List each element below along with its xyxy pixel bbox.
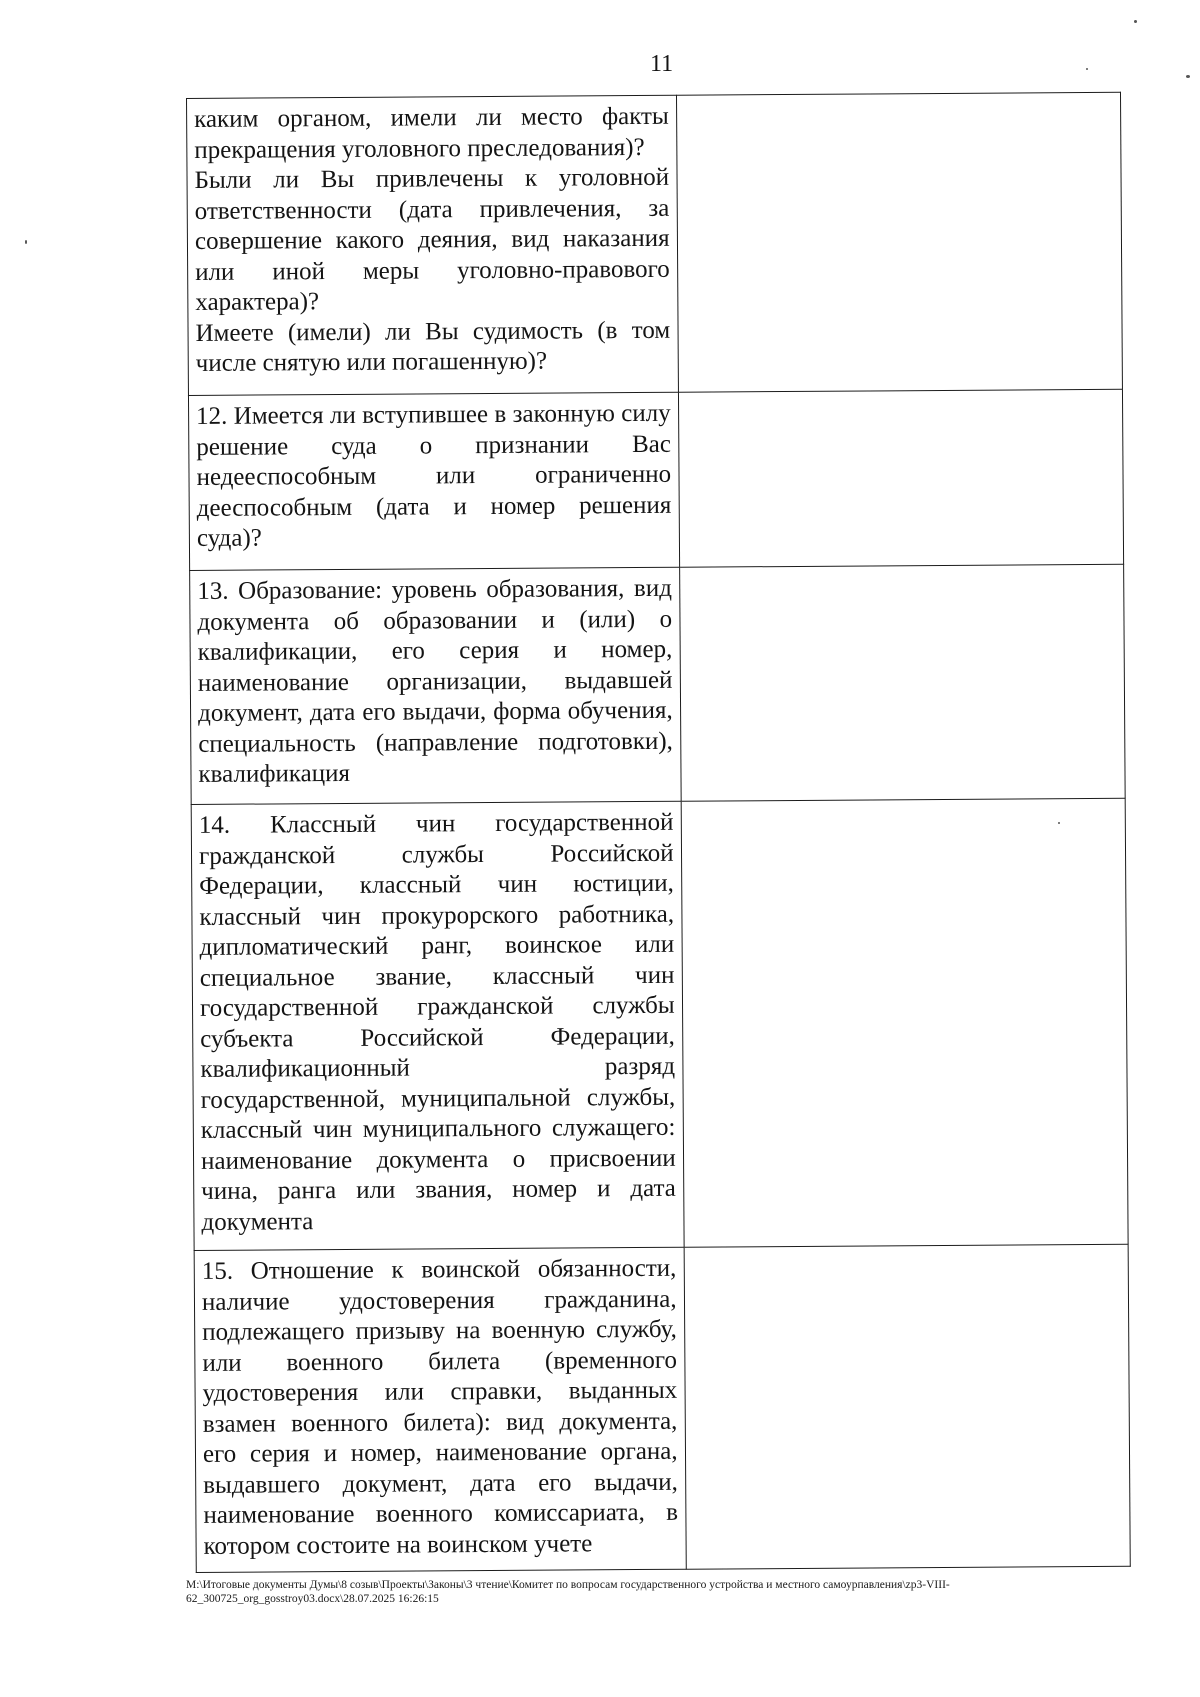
question-text: каким органом, имели ли место факты прекращения уголовного преследования)?	[194, 102, 669, 164]
question-cell	[187, 95, 679, 395]
table-row	[194, 1244, 1130, 1572]
question-text: 15. Отношение к воинской обязанности, наличие удостоверения гражданина, подлежащего призыву на военную службу, или военного билета (временного удостоверения или справки, выданных взамен военного билета): вид документа, его серия и номер, наименование органа, выдавшего документ, дата его выдачи, наименование военного комиссариата, в котором состоите на воинском учете	[201, 1254, 679, 1560]
table-row	[191, 798, 1128, 1250]
answer-cell[interactable]	[679, 564, 1125, 801]
question-cell	[191, 801, 684, 1250]
table-row	[187, 92, 1123, 395]
questionnaire-table	[186, 92, 1131, 1573]
question-cell	[194, 1247, 686, 1572]
scan-speck	[1186, 75, 1190, 78]
answer-cell[interactable]	[678, 389, 1124, 567]
scan-speck	[25, 240, 27, 244]
question-cell	[190, 567, 681, 804]
question-text: 14. Классный чин государственной гражданской службы Российской Федерации, классный чин юстиции, классный чин прокурорского работника, дипломатический ранг, воинское или специальное звание, классный чин государственной гражданской службы субъекта Российской Федерации, квалификационный разряд государственной, муниципальной службы, классный чин муниципального служащего: наименование документа о присвоении чина, ранга или звания, номер и дата документа	[198, 808, 676, 1236]
table-row	[190, 564, 1126, 804]
question-text: Имеете (имели) ли Вы судимость (в том числе снятую или погашенную)?	[195, 316, 671, 377]
scan-speck	[1134, 20, 1137, 23]
answer-cell[interactable]	[681, 798, 1128, 1247]
answer-cell[interactable]	[684, 1244, 1131, 1569]
page-number: 11	[650, 51, 674, 77]
table-row	[188, 389, 1123, 570]
question-text: 12. Имеется ли вступившее в законную силу решение суда о признании Вас недееспособным или ограниченно дееспособным (дата и номер решения суда)?	[196, 399, 672, 552]
question-text: 13. Образование: уровень образования, вид документа об образовании и (или) о квалификации, его серия и номер, наименование организации, выдавшей документ, дата его выдачи, форма обучения, специальность (направление подготовки), квалификация	[197, 574, 673, 788]
document-file-path: M:\Итоговые документы Думы\8 созыв\Проекты\Законы\3 чтение\Комитет по вопросам государственного устройства и местного самоурпавления\zp3-VIII-62_300725_org_gosstroy03.docx\28.07.2025 16:26:15	[186, 1579, 950, 1605]
scan-speck	[1058, 822, 1060, 824]
answer-cell[interactable]	[676, 92, 1122, 392]
scan-speck	[1086, 68, 1088, 70]
question-cell	[188, 392, 679, 570]
question-text: Были ли Вы привлечены к уголовной ответственности (дата привлечения, за совершение какого деяния, вид наказания или иной меры уголовно-правового характера)?	[194, 163, 670, 316]
